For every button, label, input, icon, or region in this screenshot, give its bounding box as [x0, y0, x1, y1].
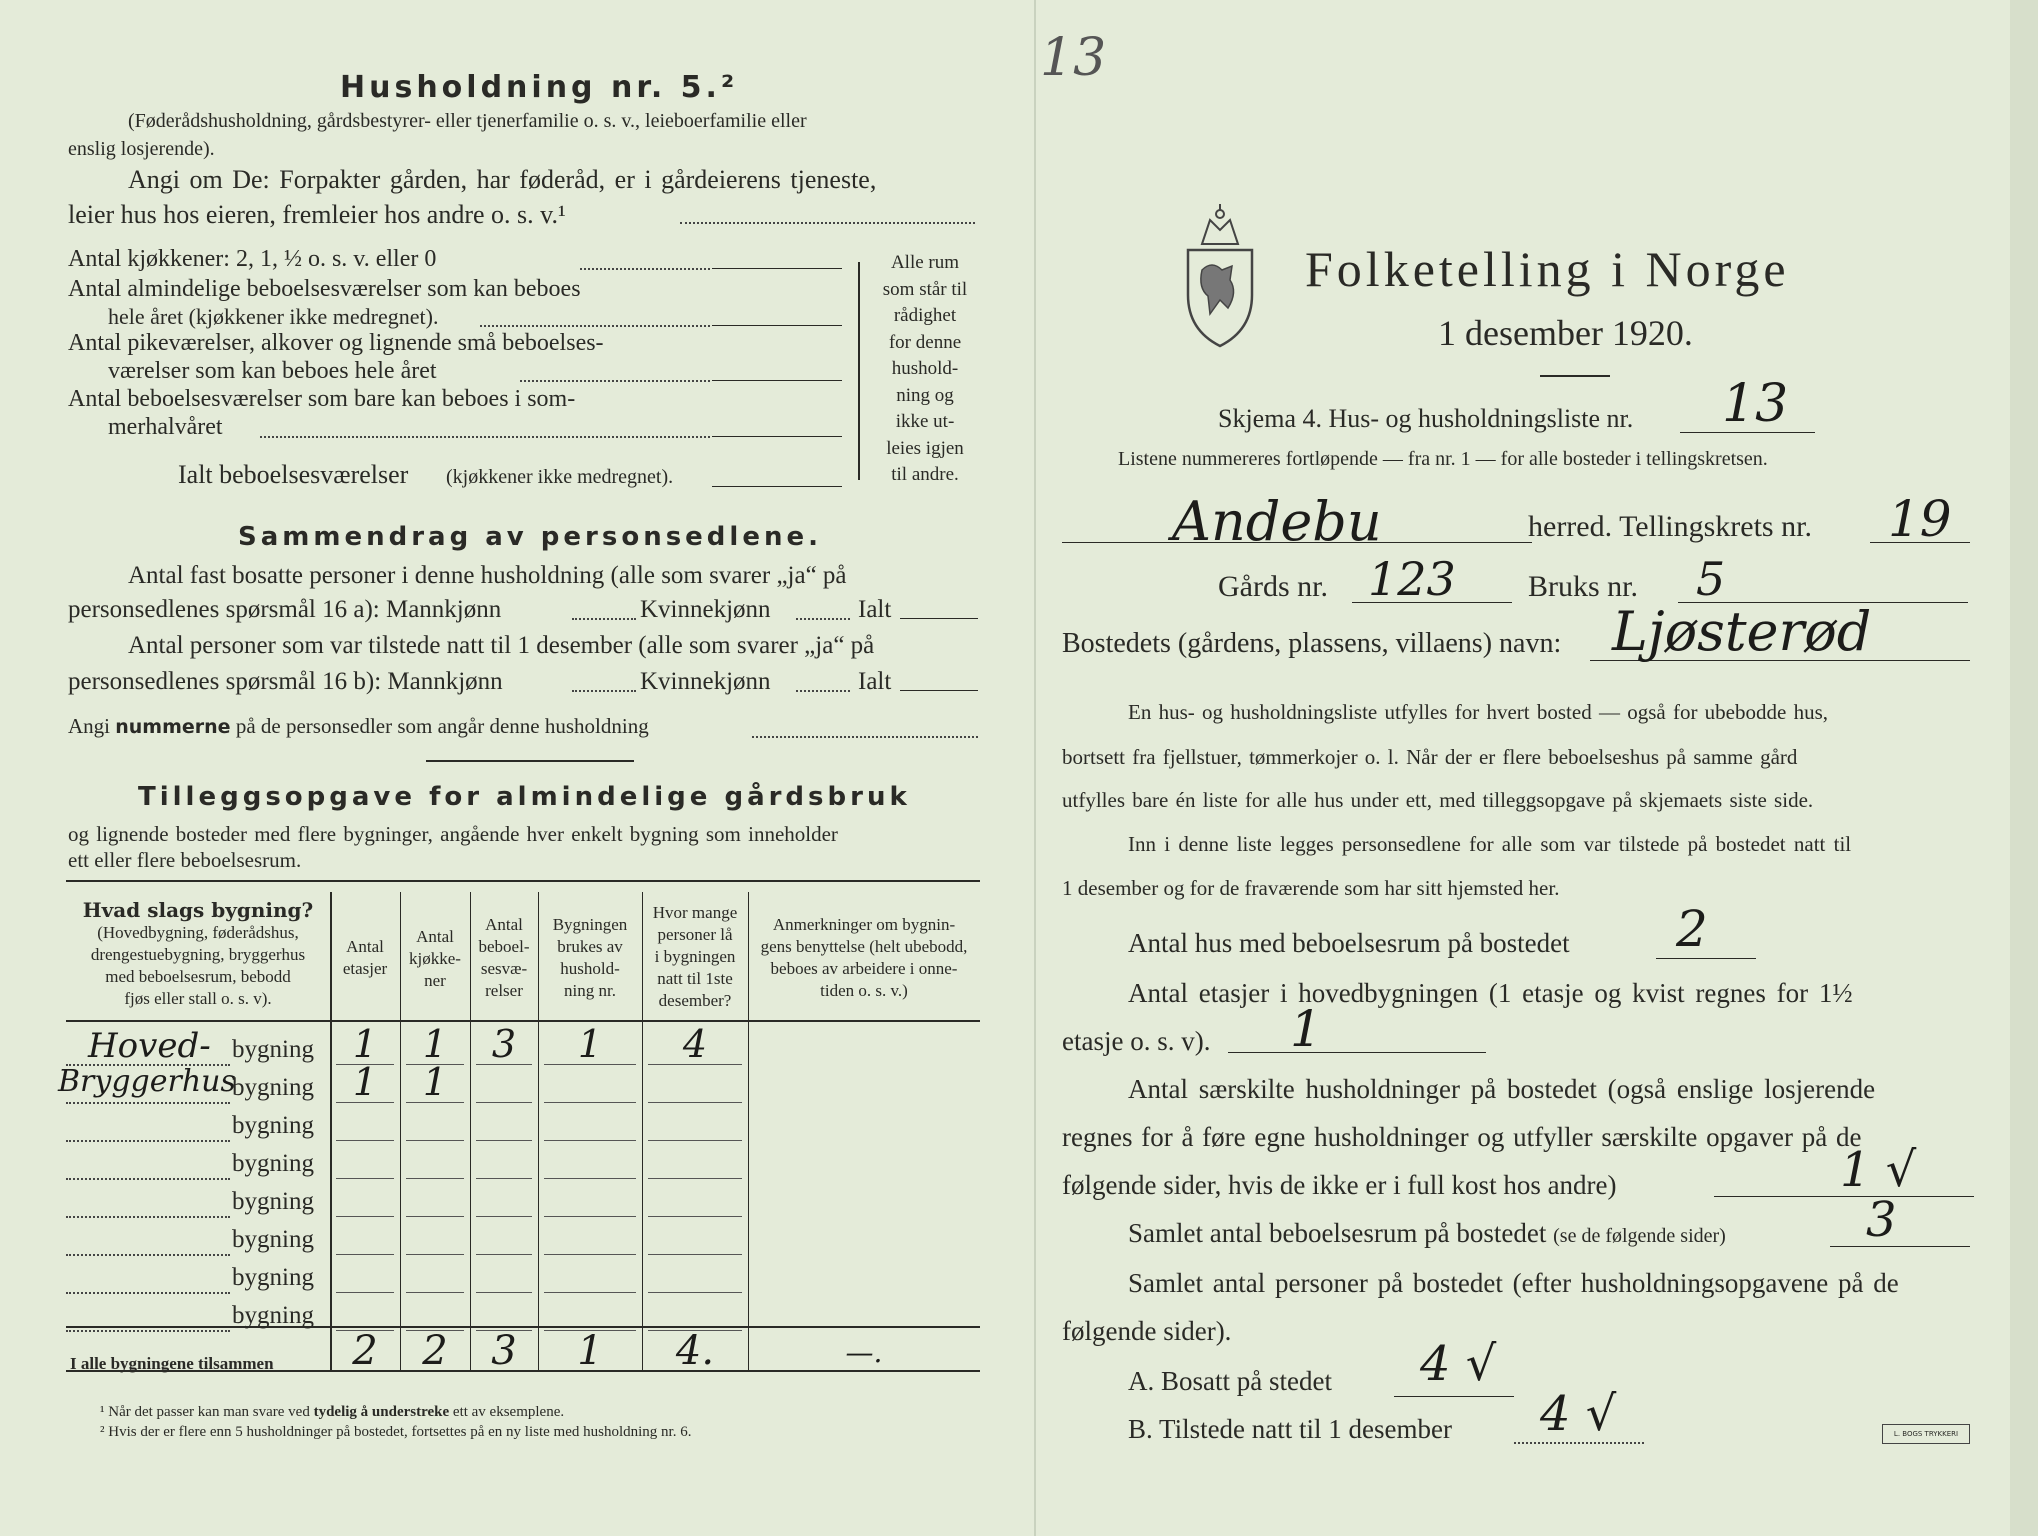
cell-line: [544, 1292, 636, 1293]
footnote-1-b: tydelig å understreke: [313, 1404, 450, 1420]
total-rooms-line: [712, 486, 842, 487]
row-line: [66, 1102, 230, 1104]
total-husholdning: 1: [577, 1328, 603, 1374]
cell-line: [476, 1216, 532, 1217]
norway-coat-of-arms-icon: [1180, 200, 1260, 350]
cell-vaerelser: 3: [491, 1022, 517, 1066]
supplement-line-1: og lignende bosteder med flere bygninger, angående hver enkelt bygning som inneholder: [68, 822, 838, 846]
herred-label: herred. Tellingskrets nr.: [1528, 510, 1812, 543]
col3-header: [470, 914, 538, 1002]
col6-head: gens benyttelse (helt ubebodd,: [760, 937, 968, 956]
col2-head: Antal: [416, 927, 454, 946]
maid-rooms-2: værelser som kan beboes hele året: [108, 358, 437, 384]
cell-line: [336, 1254, 394, 1255]
instruction-1-line-2: bortsett fra fjellstuer, tømmerkojer o. l. Når der er flere beboelseshus på samme gård: [1062, 745, 1798, 769]
corner-number: 13: [1040, 28, 1107, 88]
bracket-line: for denne: [888, 331, 962, 353]
nummerne-word: nummerne: [115, 716, 231, 738]
row-building-name: Bryggerhus: [58, 1064, 236, 1099]
col0-header: [66, 898, 330, 1010]
cell-line: [544, 1140, 636, 1141]
instruction-2-line-1: Inn i denne liste legges personsedlene for alle som var tilstede på bostedet natt til: [1128, 832, 1852, 856]
summary-1-total-label: Ialt: [858, 596, 892, 623]
angi-word: Angi: [68, 714, 110, 738]
cell-line: [476, 1140, 532, 1141]
total-rooms-right-label: Samlet antal beboelsesrum på bostedet: [1128, 1218, 1547, 1248]
total-rooms-right: [1128, 1218, 1726, 1249]
col4-head: hushold-: [560, 959, 620, 978]
summary-2-line-1: Antal personer som var tilstede natt til 1 desember (alle som svarer „ja“ på: [128, 632, 875, 659]
row-building-suffix: bygning: [232, 1264, 314, 1291]
census-date: 1 desember 1920.: [1438, 313, 1693, 353]
total-anmerkning: —.: [845, 1336, 883, 1369]
summary-1-female-line: [796, 618, 850, 620]
cell-line: [406, 1254, 464, 1255]
total-rooms-note: (kjøkkener ikke medregnet).: [446, 466, 674, 488]
bruks-label: Bruks nr.: [1528, 570, 1639, 603]
col3-head: Antal: [485, 915, 523, 934]
houses-label: Antal hus med beboelsesrum på bostedet: [1128, 928, 1570, 958]
summer-rooms-1: Antal beboelsesværelser som bare kan beboes i som-: [68, 386, 576, 412]
cell-line: [648, 1140, 742, 1141]
col1-head: etasjer: [342, 959, 388, 978]
houses-value: 2: [1676, 900, 1708, 958]
col5-head: Hvor mange: [652, 903, 738, 922]
cell-line: [406, 1292, 464, 1293]
resident-label: A. Bosatt på stedet: [1128, 1366, 1332, 1396]
col0-sub: med beboelsesrum, bebodd: [105, 967, 291, 986]
cell-kjokkener: 1: [422, 1022, 448, 1066]
instruction-2-line-2: 1 desember og for de fraværende som har sitt hjemsted her.: [1062, 876, 1560, 900]
household-subtitle-1: (Føderådshusholdning, gårdsbestyrer- eller tjenerfamilie o. s. v., leieboerfamilie eller: [128, 110, 807, 132]
summary-2-female-line: [796, 690, 850, 692]
present-line: [1514, 1442, 1644, 1444]
col3-head: relser: [485, 981, 523, 1000]
cell-line: [648, 1216, 742, 1217]
cell-line: [544, 1178, 636, 1179]
bosted-label: Bostedets (gårdens, plassens, villaens) navn:: [1062, 628, 1562, 659]
total-etasjer: 2: [352, 1328, 378, 1374]
krets-value: 19: [1888, 490, 1952, 548]
printer-stamp: [1882, 1424, 1970, 1444]
bosted-value: Ljøsterød: [1612, 600, 1872, 663]
cell-line: [336, 1216, 394, 1217]
ordinary-rooms-dots: [480, 325, 710, 327]
printer-stamp-text: L. BOGS TRYKKERI: [1893, 1430, 1959, 1438]
col2-head: ner: [424, 971, 446, 990]
col1-header: [330, 936, 400, 980]
cell-line: [336, 1292, 394, 1293]
total-persons-line-2: følgende sider).: [1062, 1316, 1232, 1346]
cell-line: [406, 1178, 464, 1179]
gards-label: Gårds nr.: [1218, 570, 1328, 603]
total-rooms-label: Ialt beboelsesværelser: [178, 460, 409, 489]
col5-head: desember?: [658, 991, 732, 1010]
cell-line: [476, 1178, 532, 1179]
summer-rooms-dots: [260, 436, 710, 438]
cell-line: [406, 1140, 464, 1141]
summary-1-male-line: [572, 618, 636, 620]
row-building-suffix: bygning: [232, 1150, 314, 1177]
col6-head: beboes av arbeidere i onne-: [770, 959, 958, 978]
bracket-line: leies igjen: [886, 437, 964, 459]
maid-rooms-line: [712, 380, 842, 381]
ordinary-rooms-line: [712, 325, 842, 326]
row-building-suffix: bygning: [232, 1188, 314, 1215]
cell-line: [648, 1178, 742, 1179]
kitchens-answer-line: [712, 268, 842, 269]
col5-head: personer lå: [657, 925, 733, 944]
floors-line-1: Antal etasjer i hovedbygningen (1 etasje og kvist regnes for 1½: [1128, 978, 1853, 1008]
bracket: [858, 262, 860, 480]
cell-line: [648, 1254, 742, 1255]
houses-line: [1656, 958, 1756, 959]
household-subtitle-2: enslig losjerende).: [68, 138, 215, 160]
ordinary-rooms-1: Antal almindelige beboelsesværelser som kan beboes: [68, 276, 581, 302]
households-line-1: Antal særskilte husholdninger på bostedet (også enslige losjerende: [1128, 1074, 1876, 1104]
summary-1-total-line: [900, 618, 978, 619]
row-building-suffix: bygning: [232, 1036, 314, 1063]
ordinary-rooms-2: hele året (kjøkkener ikke medregnet).: [108, 304, 439, 329]
cell-kjokkener: 1: [422, 1060, 448, 1104]
cell-line: [476, 1254, 532, 1255]
instruction-1-line-1: En hus- og husholdningsliste utfylles for hvert bosted — også for ubebodde hus,: [1128, 700, 1828, 724]
col3-head: sesvæ-: [480, 959, 528, 978]
floors-line-2: etasje o. s. v).: [1062, 1026, 1211, 1056]
summary-2-total-line: [900, 690, 978, 691]
cell-line: [336, 1140, 394, 1141]
col2-head: kjøkke-: [409, 949, 461, 968]
col2-header: [400, 926, 470, 992]
bracket-line: Alle rum: [890, 252, 960, 273]
cell-line: [544, 1102, 636, 1103]
col5-header: [642, 902, 748, 1012]
cell-line: [476, 1102, 532, 1103]
col5-head: i bygningen: [654, 947, 736, 966]
angi-line-2: leier hus hos eieren, fremleier hos andre o. s. v.¹: [68, 200, 566, 229]
col0-head: Hvad slags bygning?: [82, 898, 314, 922]
schema-label: Skjema 4. Hus- og husholdningsliste nr.: [1218, 404, 1634, 433]
row-line: [66, 1292, 230, 1294]
building-table: [58, 880, 980, 1390]
summary-1-female-label: Kvinnekjønn: [640, 596, 771, 623]
row-building-suffix: bygning: [232, 1112, 314, 1139]
page-fold: [1034, 0, 1036, 1536]
table-top-border: [66, 880, 980, 882]
cell-line: [336, 1178, 394, 1179]
maid-rooms-1: Antal pikeværelser, alkover og lignende små beboelses-: [68, 330, 604, 356]
kitchens-label: Antal kjøkkener: 2, 1, ½ o. s. v. eller 0: [68, 246, 437, 272]
summer-rooms-2: merhalvåret: [108, 414, 223, 440]
cell-etasjer: 1: [352, 1022, 378, 1066]
maid-rooms-dots: [520, 380, 710, 382]
kitchens-dots: [580, 268, 710, 270]
total-rooms-right-note: (se de følgende sider): [1553, 1225, 1726, 1247]
row-building-suffix: bygning: [232, 1302, 314, 1329]
bruks-value: 5: [1696, 552, 1726, 606]
numbering-note: Listene nummereres fortløpende — fra nr. 1 — for alle bosteder i tellingskretsen.: [1118, 448, 1768, 470]
footnote-1: [100, 1404, 564, 1421]
col4-header: [538, 914, 642, 1002]
cell-line: [476, 1292, 532, 1293]
summary-1-line-2: personsedlenes spørsmål 16 a): Mannkjønn: [68, 596, 502, 623]
col1-head: Antal: [346, 937, 384, 956]
col5-head: natt til 1ste: [657, 969, 733, 988]
household-title: Husholdning nr. 5.²: [340, 70, 739, 105]
footnote-2: ² Hvis der er flere enn 5 husholdninger på bostedet, fortsettes på en ny liste med husholdning nr. 6.: [100, 1424, 692, 1440]
supplement-title: Tilleggsopgave for almindelige gårdsbruk: [138, 782, 911, 812]
col4-head: Bygningen: [552, 915, 628, 934]
bracket-line: til andre.: [891, 464, 959, 485]
cell-line: [544, 1216, 636, 1217]
present-label: B. Tilstede natt til 1 desember: [1128, 1414, 1452, 1444]
col0-sub: fjøs eller stall o. s. v).: [124, 989, 272, 1008]
row-line: [66, 1140, 230, 1142]
col0-sub: drengestuebygning, bryggerhus: [90, 945, 306, 964]
floors-line: [1228, 1052, 1486, 1053]
herred-value: Andebu: [1172, 490, 1382, 553]
row-line: [66, 1254, 230, 1256]
supplement-line-2: ett eller flere beboelsesrum.: [68, 848, 302, 872]
title-divider: [1540, 375, 1610, 377]
instruction-1-line-3: utfylles bare én liste for alle hus under ett, med tilleggsopgave på skjemaets siste side.: [1062, 788, 1814, 812]
total-kjokkener: 2: [422, 1328, 448, 1374]
page-edge: [2010, 0, 2038, 1536]
person-numbers-answer: [752, 736, 978, 738]
col4-head: ning nr.: [564, 981, 616, 1000]
col3-head: beboel-: [478, 937, 530, 956]
bracket-note: [866, 250, 984, 489]
cell-personer: 4: [682, 1022, 708, 1066]
col4-head: brukes av: [557, 937, 623, 956]
households-value: 1 √: [1840, 1142, 1917, 1198]
row-line: [66, 1216, 230, 1218]
total-vaerelser: 3: [491, 1328, 517, 1374]
summary-2-female-label: Kvinnekjønn: [640, 668, 771, 695]
resident-value: 4 √: [1420, 1336, 1497, 1392]
census-title: Folketelling i Norge: [1305, 241, 1790, 297]
resident-line: [1394, 1396, 1514, 1397]
col6-head: tiden o. s. v.): [820, 981, 908, 1000]
angi-line-1: Angi om De: Forpakter gården, har føderåd, er i gårdeierens tjeneste,: [128, 165, 877, 194]
row-building-name: Hoved-: [88, 1026, 211, 1066]
total-persons-line-1: Samlet antal personer på bostedet (efter husholdningsopgavene på de: [1128, 1268, 1899, 1298]
cell-line: [544, 1254, 636, 1255]
col0-sub: (Hovedbygning, føderådshus,: [97, 923, 299, 942]
summary-2-line-2: personsedlenes spørsmål 16 b): Mannkjønn: [68, 668, 503, 695]
households-line-3: følgende sider, hvis de ikke er i full kost hos andre): [1062, 1170, 1617, 1200]
gards-value: 123: [1368, 552, 1456, 606]
present-value: 4 √: [1540, 1386, 1617, 1442]
person-numbers-line: [68, 714, 649, 739]
total-row-label: I alle bygningene tilsammen: [70, 1354, 274, 1373]
cell-line: [406, 1216, 464, 1217]
summer-rooms-line: [712, 436, 842, 437]
total-personer: 4.: [675, 1328, 715, 1374]
summary-2-total-label: Ialt: [858, 668, 892, 695]
section-divider: [426, 760, 634, 762]
row-line: [66, 1178, 230, 1180]
footnote-1-a: ¹ Når det passer kan man svare ved: [100, 1404, 310, 1420]
col6-header: [748, 914, 980, 1002]
summary-2-male-line: [572, 690, 636, 692]
total-rooms-right-line: [1830, 1246, 1970, 1247]
bracket-line: som står til: [882, 278, 968, 300]
cell-line: [648, 1102, 742, 1103]
total-rooms-right-value: 3: [1866, 1192, 1897, 1248]
cell-hush: 1: [577, 1022, 603, 1066]
row-building-suffix: bygning: [232, 1074, 314, 1101]
floors-value: 1: [1290, 1000, 1322, 1058]
cell-etasjer: 1: [352, 1060, 378, 1104]
households-line-2: regnes for å føre egne husholdninger og utfyller særskilte opgaver på de: [1062, 1122, 1862, 1152]
schema-nr: 13: [1722, 374, 1789, 434]
bracket-line: ning og: [896, 384, 954, 406]
summary-1-line-1: Antal fast bosatte personer i denne husholdning (alle som svarer „ja“ på: [128, 562, 847, 589]
bracket-line: rådighet: [893, 305, 957, 326]
summary-title: Sammendrag av personsedlene.: [238, 522, 822, 552]
footnote-1-c: ett av eksemplene.: [452, 1404, 565, 1420]
angi-answer-line: [680, 222, 975, 224]
col6-head: Anmerkninger om bygnin-: [772, 915, 956, 934]
cell-line: [648, 1292, 742, 1293]
bracket-line: hushold-: [891, 358, 959, 379]
bracket-line: ikke ut-: [895, 411, 955, 432]
row-building-suffix: bygning: [232, 1226, 314, 1253]
angi-rest: på de personsedler som angår denne husholdning: [235, 714, 649, 738]
row-line: [66, 1330, 230, 1332]
